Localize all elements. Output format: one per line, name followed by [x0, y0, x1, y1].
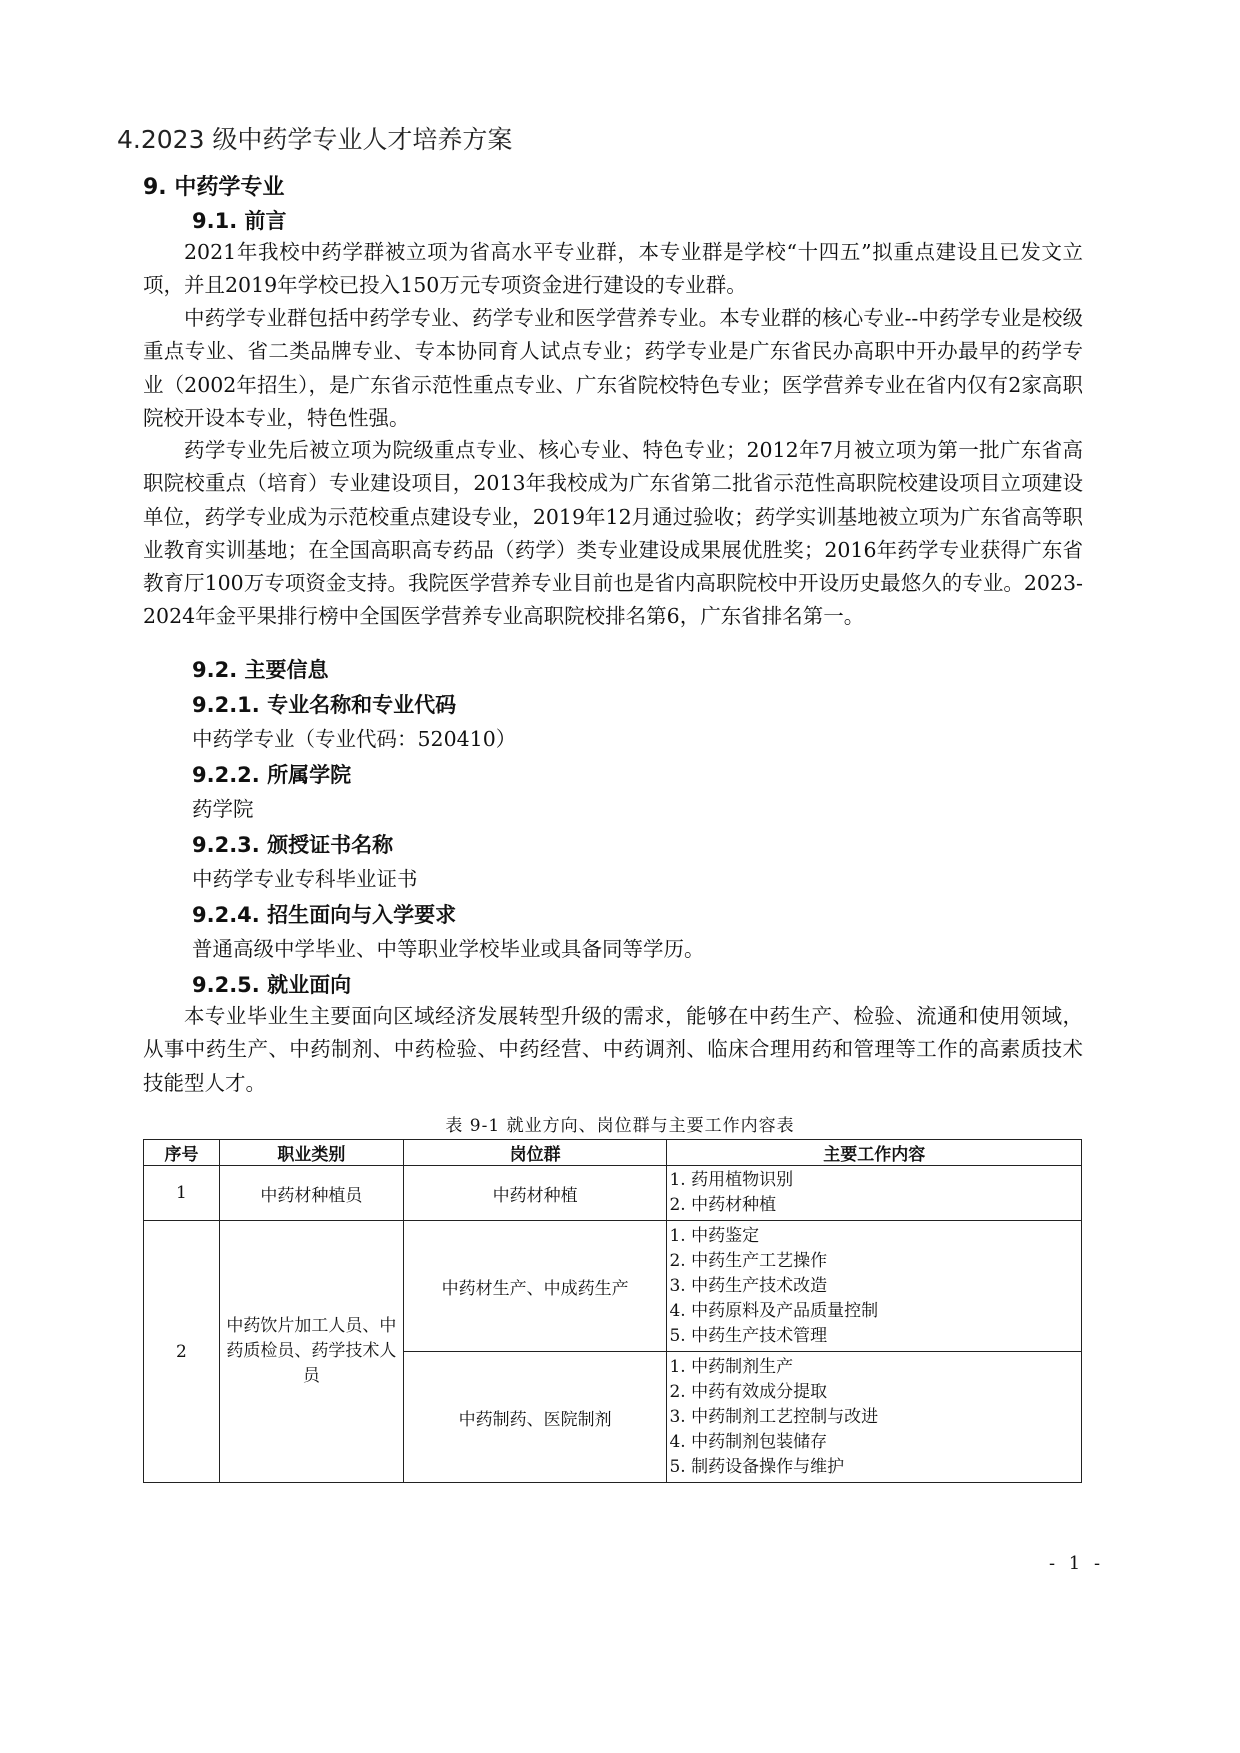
task-item: 4. 中药制剂包装储存 — [669, 1431, 828, 1452]
subsection-heading-main-info: 9.2. 主要信息 — [192, 658, 329, 682]
item-text-certificate: 中药学专业专科毕业证书 — [192, 867, 418, 891]
header-post: 岗位群 — [403, 1140, 667, 1166]
item-text-college: 药学院 — [192, 797, 254, 821]
task-item: 3. 中药制剂工艺控制与改进 — [669, 1406, 879, 1427]
subsection-heading-preface: 9.1. 前言 — [192, 209, 287, 233]
header-tasks: 主要工作内容 — [667, 1140, 1082, 1166]
cell-post: 中药材种植 — [403, 1166, 667, 1221]
cell-category — [219, 1221, 403, 1483]
item-heading-certificate: 9.2.3. 颁授证书名称 — [192, 833, 394, 857]
cell-category: 中药材种植员 — [219, 1166, 403, 1221]
table-row — [144, 1166, 1082, 1221]
preface-paragraph-3: 药学专业先后被立项为院级重点专业、核心专业、特色专业；2012年7月被立项为第一批广东省高职院校重点（培育）专业建设项目，2013年我校成为广东省第二批省示范性高职院校建设项目立项建设单位，药学专业成为示范校重点建设专业，2019年12月通过验收；药学实训基地被立项为广东省高等职业教育实训基地；在全国高职高专药品（药学）类专业建设成果展优胜奖；2016年药学专业获得广东省教育厅100万专项资金支持。我院医学营养专业目前也是省内高职院校中开设历史最悠久的专业。2023-2024年金平果排行榜中全国医学营养专业高职院校排名第6，广东省排名第一。 — [143, 438, 1083, 629]
table-caption: 表 9-1 就业方向、岗位群与主要工作内容表 — [445, 1116, 795, 1136]
cell-post: 中药制药、医院制剂 — [403, 1352, 667, 1483]
item-text-employment: 本专业毕业生主要面向区域经济发展转型升级的需求，能够在中药生产、检验、流通和使用领域，从事中药生产、中药制剂、中药检验、中药经营、中药调剂、临床合理用药和管理等工作的高素质技术技能型人才。 — [143, 1004, 1083, 1095]
task-item: 5. 中药生产技术管理 — [669, 1325, 828, 1346]
document-title: 4.2023 级中药学专业人才培养方案 — [117, 125, 513, 154]
header-category: 职业类别 — [219, 1140, 403, 1166]
page-number: - 1 - — [1049, 1553, 1105, 1574]
task-item: 4. 中药原料及产品质量控制 — [669, 1300, 879, 1321]
task-item: 3. 中药生产技术改造 — [669, 1275, 828, 1296]
cell-post: 中药材生产、中成药生产 — [403, 1221, 667, 1352]
item-text-enrollment: 普通高级中学毕业、中等职业学校毕业或具备同等学历。 — [192, 937, 705, 961]
task-item: 1. 药用植物识别 — [669, 1170, 794, 1190]
table-header-row — [144, 1140, 1082, 1166]
employment-table — [143, 1139, 1082, 1483]
item-text-major-code: 中药学专业（专业代码：520410） — [192, 727, 517, 751]
task-item: 1. 中药鉴定 — [669, 1225, 760, 1246]
table-row — [144, 1221, 1082, 1352]
item-heading-college: 9.2.2. 所属学院 — [192, 763, 352, 787]
item-heading-employment: 9.2.5. 就业面向 — [192, 973, 352, 997]
item-heading-major-code: 9.2.1. 专业名称和专业代码 — [192, 693, 457, 717]
header-no: 序号 — [144, 1140, 220, 1166]
preface-paragraph-1: 2021年我校中药学群被立项为省高水平专业群，本专业群是学校“十四五”拟重点建设且已发文立项，并且2019年学校已投入150万元专项资金进行建设的专业群。 — [143, 240, 1083, 298]
cell-no: 2 — [144, 1221, 220, 1483]
task-item: 2. 中药材种植 — [669, 1195, 777, 1215]
task-item: 1. 中药制剂生产 — [669, 1356, 794, 1377]
task-item: 2. 中药生产工艺操作 — [669, 1250, 828, 1271]
cell-tasks — [667, 1166, 1082, 1221]
task-item: 2. 中药有效成分提取 — [669, 1381, 828, 1402]
section-heading: 9. 中药学专业 — [143, 175, 285, 200]
cell-no: 1 — [144, 1166, 220, 1221]
cell-tasks — [667, 1221, 1082, 1352]
item-heading-enrollment: 9.2.4. 招生面向与入学要求 — [192, 903, 457, 927]
cell-tasks — [667, 1352, 1082, 1483]
category-text: 中药饮片加工人员、中药质检员、药学技术人员 — [226, 1316, 397, 1386]
task-item: 5. 制药设备操作与维护 — [669, 1456, 845, 1477]
preface-paragraph-2: 中药学专业群包括中药学专业、药学专业和医学营养专业。本专业群的核心专业--中药学专业是校级重点专业、省二类品牌专业、专本协同育人试点专业；药学专业是广东省民办高职中开办最早的药学专业（2002年招生），是广东省示范性重点专业、广东省院校特色专业；医学营养专业在省内仅有2家高职院校开设本专业，特色性强。 — [143, 306, 1083, 430]
